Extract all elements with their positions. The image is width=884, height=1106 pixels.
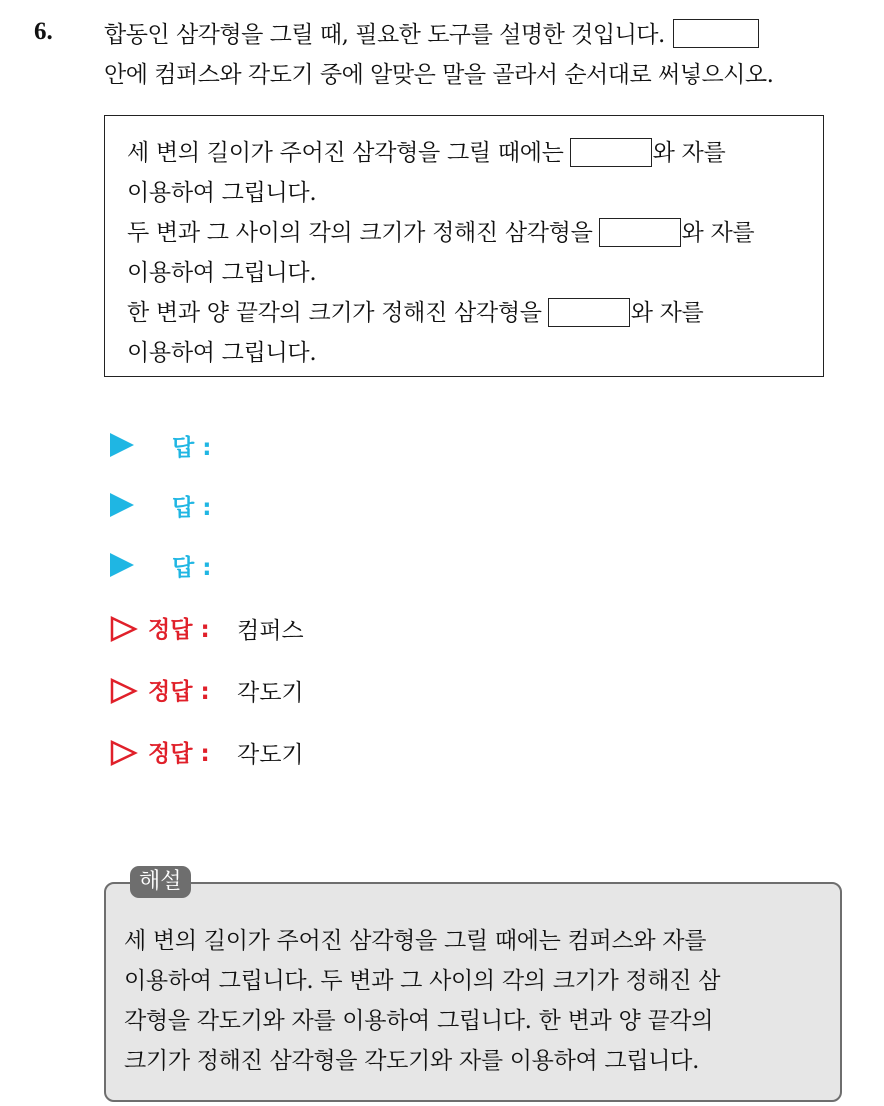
question-text: 합동인 삼각형을 그릴 때, 필요한 도구를 설명한 것입니다. <box>104 22 665 48</box>
explanation-line: 크기가 정해진 삼각형을 각도기와 자를 이용하여 그립니다. <box>124 1048 700 1074</box>
answer-label: 답 : <box>172 555 212 581</box>
explanation-tag: 해설 <box>130 866 191 898</box>
prompt-line: 한 변과 양 끝각의 크기가 정해진 삼각형을 와 자를 <box>127 298 703 329</box>
solution-value: 컴퍼스 <box>237 618 304 644</box>
prompt-line: 두 변과 그 사이의 각의 크기가 정해진 삼각형을 와 자를 <box>127 218 754 249</box>
explanation-line: 이용하여 그립니다. 두 변과 그 사이의 각의 크기가 정해진 삼 <box>124 968 721 994</box>
solution-value: 각도기 <box>237 742 304 768</box>
solution-label: 정답 : <box>148 617 210 643</box>
prompt-box <box>104 115 824 377</box>
prompt-line: 이용하여 그립니다. <box>127 260 317 286</box>
solution-label: 정답 : <box>148 679 210 705</box>
play-outline-icon <box>110 740 138 766</box>
explanation-box <box>104 882 842 1102</box>
answer-blank-1[interactable] <box>570 138 652 167</box>
explanation-line: 각형을 각도기와 자를 이용하여 그립니다. 한 변과 양 끝각의 <box>124 1008 714 1034</box>
prompt-line: 이용하여 그립니다. <box>127 340 317 366</box>
prompt-line: 이용하여 그립니다. <box>127 180 317 206</box>
prompt-line: 세 변의 길이가 주어진 삼각형을 그릴 때에는 와 자를 <box>127 138 725 169</box>
play-arrow-icon <box>110 433 134 457</box>
question-text-line-1 <box>104 20 759 51</box>
play-arrow-icon <box>110 553 134 577</box>
answer-label: 답 : <box>172 435 212 461</box>
answer-label: 답 : <box>172 495 212 521</box>
play-outline-icon <box>110 616 138 642</box>
explanation-line: 세 변의 길이가 주어진 삼각형을 그릴 때에는 컴퍼스와 자를 <box>124 928 707 954</box>
blank-box-icon <box>673 19 759 48</box>
question-number: 6. <box>34 18 53 45</box>
solution-label: 정답 : <box>148 741 210 767</box>
answer-blank-3[interactable] <box>548 298 630 327</box>
play-arrow-icon <box>110 493 134 517</box>
play-outline-icon <box>110 678 138 704</box>
solution-value: 각도기 <box>237 680 304 706</box>
answer-blank-2[interactable] <box>599 218 681 247</box>
question-text-line-2: 안에 컴퍼스와 각도기 중에 알맞은 말을 골라서 순서대로 써넣으시오. <box>104 62 774 88</box>
